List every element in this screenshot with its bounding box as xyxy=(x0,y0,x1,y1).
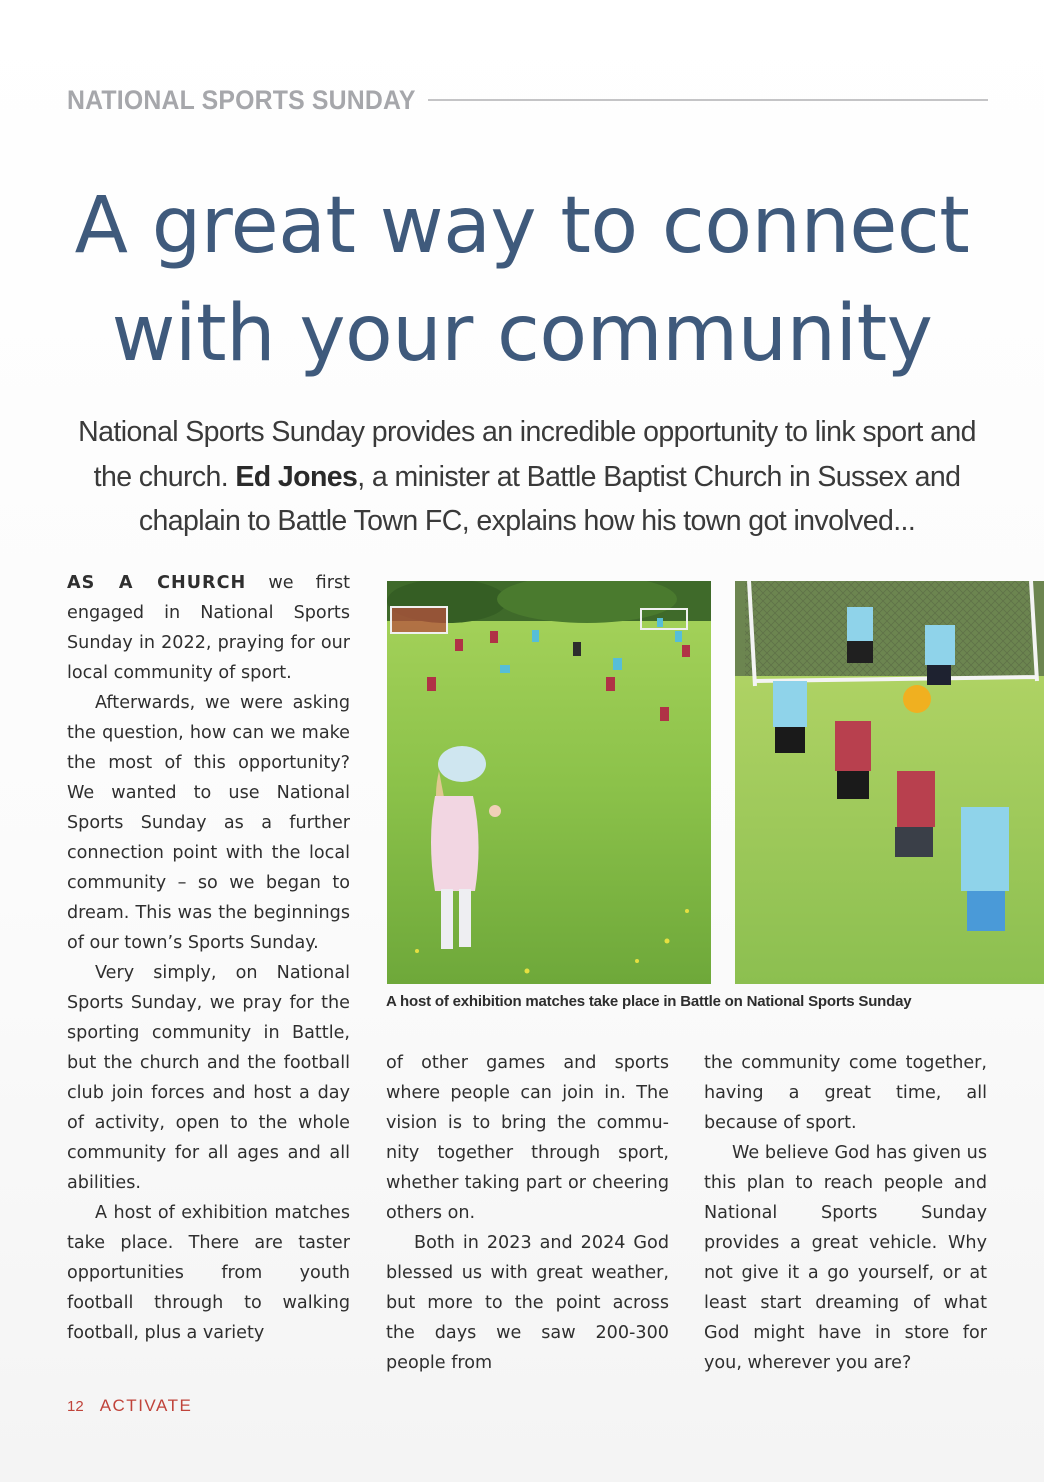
magazine-logo: ACTIVATE xyxy=(99,1396,193,1415)
author-name: Ed Jones xyxy=(235,460,358,493)
paragraph-4-continued: of other games and sports where people can join in. The vision is to bring the community together through sport, whether taking part or cheering others on. xyxy=(386,1053,669,1223)
headline-line-2: with your community xyxy=(111,289,933,379)
photo-2-illustration xyxy=(735,581,1044,984)
photo-players-chasing-ball xyxy=(735,581,1044,984)
paragraph-5-continued: the community come together, having a great time, all because of sport. xyxy=(704,1053,987,1133)
kicker-divider xyxy=(428,99,988,101)
paragraph-1 xyxy=(67,568,350,688)
standfirst xyxy=(66,410,988,544)
headline-line-1: A great way to connect xyxy=(74,181,970,271)
body-column-1 xyxy=(67,568,350,1348)
photo-1-illustration xyxy=(387,581,711,984)
paragraph-5: Both in 2023 and 2024 God blessed us with great weather, but more to the point across the days we saw 200-300 people from xyxy=(386,1233,669,1373)
page-footer xyxy=(67,1396,192,1416)
body-column-3 xyxy=(704,1048,987,1378)
photo-caption: A host of exhibition matches take place in Battle on National Sports Sunday xyxy=(386,993,912,1010)
page-number: 12 xyxy=(67,1397,84,1415)
lead-in: AS A CHURCH xyxy=(67,573,247,593)
article-headline xyxy=(40,172,1004,388)
paragraph-2: Afterwards, we were asking the question, how can we make the most of this opportunity? We wanted to use National Sports Sunday as a further connection point with the local community – so we began to dream. This was the beginnings of our town’s Sports Sunday. xyxy=(67,693,350,953)
section-kicker xyxy=(67,83,988,117)
paragraph-4: A host of exhibition matches take place. There are taster opportunities from youth football through to walking football, plus a variety xyxy=(67,1203,350,1343)
standfirst-text-2: , a minister at Battle Baptist Church in Sussex and chaplain to Battle Town FC, explains how his town got involved... xyxy=(138,460,961,537)
standfirst-text-1: National Sports Sunday provides an incredible opportunity to link sport and the church. xyxy=(78,416,976,493)
section-label: NATIONAL SPORTS SUNDAY xyxy=(67,84,416,115)
body-column-2 xyxy=(386,1048,669,1378)
paragraph-6: We believe God has given us this plan to reach people and National Sports Sunday provides a great vehicle. Why not give it a go yourself, or at least start dreaming of what God might have in store for you, wherever you are? xyxy=(704,1143,987,1373)
paragraph-3: Very simply, on National Sports Sunday, we pray for the sporting community in Battle, but the church and the football club join forces and host a day of activity, open to the whole community for all ages and all abilities. xyxy=(67,963,350,1193)
paragraph-1-text: we first engaged in National Sports Sunday in 2022, praying for our local community of sport. xyxy=(67,573,351,683)
photo-child-watching-match xyxy=(387,581,711,984)
